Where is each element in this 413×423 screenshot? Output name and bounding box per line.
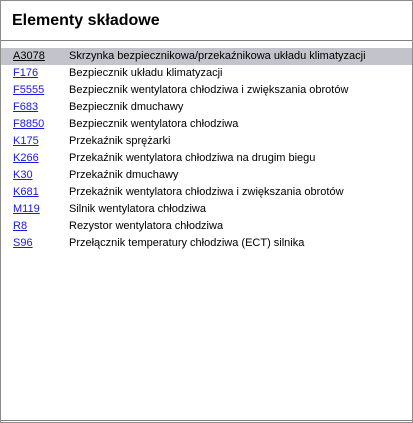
list-item[interactable] bbox=[1, 167, 412, 184]
list-item[interactable] bbox=[1, 201, 412, 218]
component-code-link[interactable]: A3078 bbox=[13, 50, 45, 62]
component-code-link[interactable]: F8850 bbox=[13, 118, 45, 130]
component-code-link[interactable]: K681 bbox=[13, 186, 39, 198]
component-code-link[interactable]: M119 bbox=[13, 203, 40, 215]
component-description: Przekaźnik wentylatora chłodziwa i zwiększania obrotów bbox=[69, 186, 344, 198]
bottom-border bbox=[1, 420, 412, 421]
list-item[interactable] bbox=[1, 218, 412, 235]
list-item[interactable] bbox=[1, 82, 412, 99]
component-code-link[interactable]: R8 bbox=[13, 220, 28, 232]
list-item[interactable] bbox=[1, 184, 412, 201]
list-item[interactable] bbox=[1, 65, 412, 82]
component-code-link[interactable]: S96 bbox=[13, 237, 33, 249]
component-code-link[interactable]: K175 bbox=[13, 135, 39, 147]
list-item[interactable] bbox=[1, 116, 412, 133]
component-description: Bezpiecznik wentylatora chłodziwa i zwiększania obrotów bbox=[69, 84, 349, 96]
component-description: Przełącznik temperatury chłodziwa (ECT) silnika bbox=[69, 237, 305, 249]
component-code-link[interactable]: K30 bbox=[13, 169, 33, 181]
component-description: Silnik wentylatora chłodziwa bbox=[69, 203, 206, 215]
component-description: Przekaźnik wentylatora chłodziwa na drugim biegu bbox=[69, 152, 316, 164]
component-code-link[interactable]: F683 bbox=[13, 101, 39, 113]
component-description: Skrzynka bezpiecznikowa/przekaźnikowa układu klimatyzacji bbox=[69, 50, 366, 62]
component-description: Bezpiecznik wentylatora chłodziwa bbox=[69, 118, 239, 130]
component-description: Przekaźnik dmuchawy bbox=[69, 169, 179, 181]
component-description: Bezpiecznik dmuchawy bbox=[69, 101, 184, 113]
component-list bbox=[1, 48, 412, 252]
component-description: Przekaźnik sprężarki bbox=[69, 135, 171, 147]
list-item[interactable] bbox=[1, 133, 412, 150]
list-item[interactable] bbox=[1, 48, 412, 65]
component-code-link[interactable]: F5555 bbox=[13, 84, 45, 96]
component-code-link[interactable]: F176 bbox=[13, 67, 39, 79]
component-description: Bezpiecznik układu klimatyzacji bbox=[69, 67, 223, 79]
list-item[interactable] bbox=[1, 99, 412, 116]
component-code-link[interactable]: K266 bbox=[13, 152, 39, 164]
title-divider bbox=[1, 40, 412, 42]
list-item[interactable] bbox=[1, 150, 412, 167]
component-description: Rezystor wentylatora chłodziwa bbox=[69, 220, 224, 232]
panel-title: Elementy składowe bbox=[12, 12, 160, 29]
list-item[interactable] bbox=[1, 235, 412, 252]
